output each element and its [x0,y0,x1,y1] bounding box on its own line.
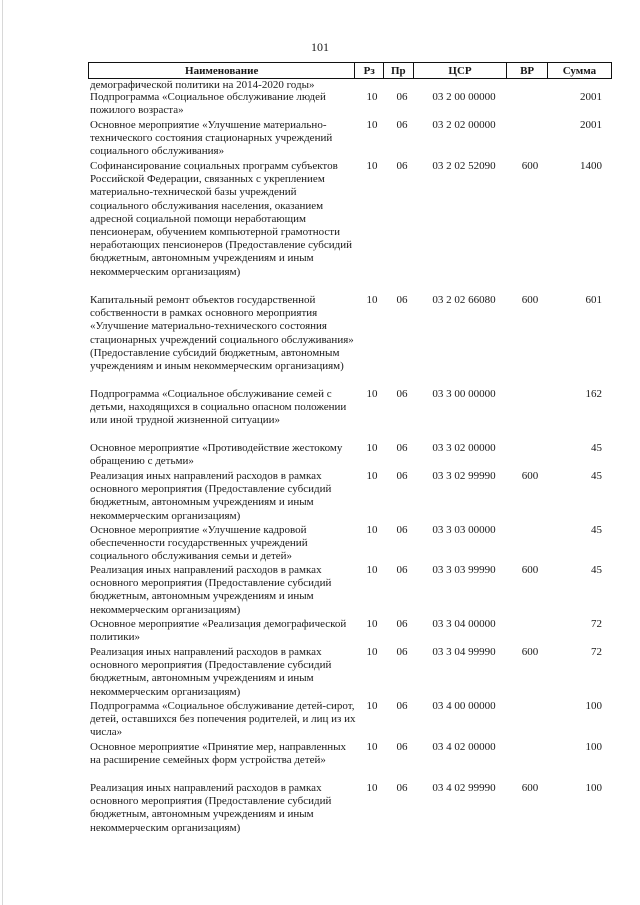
row-rz: 10 [366,782,378,794]
row-csr: 03 3 04 99990 [432,646,496,658]
row-sum: 45 [591,442,602,454]
row-name: Основное мероприятие «Реализация демографической политики» [90,618,347,644]
row-sum: 72 [591,618,602,630]
row-name: Подпрограмма «Социальное обслуживание семей с детьми, находящихся в социально опасном положении или иной трудной жизненной ситуации» [90,388,347,427]
row-pr: 06 [396,442,408,454]
row-rz: 10 [366,741,378,753]
row-csr: 03 3 03 99990 [432,564,496,576]
row-csr: 03 3 04 00000 [432,618,496,630]
row-name: Основное мероприятие «Противодействие жестокому обращению с детьми» [90,442,343,468]
row-pr: 06 [396,700,408,712]
row-pr: 06 [396,618,408,630]
row-rz: 10 [366,388,378,400]
row-sum: 601 [585,294,602,306]
row-rz: 10 [366,564,378,576]
row-pr: 06 [396,524,408,536]
row-sum: 72 [591,646,602,658]
row-sum: 100 [585,700,602,712]
row-rz: 10 [366,160,378,172]
row-rz: 10 [366,442,378,454]
row-sum: 2001 [580,119,602,131]
row-csr: 03 4 02 99990 [432,782,496,794]
row-rz: 10 [366,700,378,712]
row-sum: 100 [585,782,602,794]
row-vr: 600 [521,294,539,306]
row-name: Подпрограмма «Социальное обслуживание людей пожилого возраста» [90,91,326,117]
budget-table [88,62,612,834]
header-name: Наименование [89,63,355,78]
row-rz: 10 [366,119,378,131]
row-name: Софинансирование социальных программ субъектов Российской Федерации, связанных с укреплением материально-технической базы учреждений социального обслуживания населения, оказанием адресной социальной помощи неработающим пенсионерам, обучением компьютерной грамотности неработающих пенсионеров (Предоставление субсидий бюджетным, автономным учреждениям и иным некоммерческим организациям) [90,160,352,278]
row-sum: 45 [591,564,602,576]
row-pr: 06 [396,160,408,172]
row-sum: 162 [585,388,602,400]
row-csr: 03 4 00 00000 [432,700,496,712]
row-csr: 03 3 03 00000 [432,524,496,536]
row-pr: 06 [396,388,408,400]
row-sum: 45 [591,524,602,536]
header-rz: Рз [355,63,384,78]
row-name: Основное мероприятие «Улучшение материально-технического состояния стационарных учреждений социального обслуживания» [90,119,333,158]
row-name: Реализация иных направлений расходов в рамках основного мероприятия (Предоставление субсидий бюджетным, автономным учреждениям и иным некоммерческим организациям) [90,782,332,834]
row-name: Реализация иных направлений расходов в рамках основного мероприятия (Предоставление субсидий бюджетным, автономным учреждениям и иным некоммерческим организациям) [90,470,332,522]
row-name: Реализация иных направлений расходов в рамках основного мероприятия (Предоставление субсидий бюджетным, автономным учреждениям и иным некоммерческим организациям) [90,564,332,616]
row-csr: 03 2 02 66080 [432,294,496,306]
row-name: Подпрограмма «Социальное обслуживание детей-сирот, детей, оставшихся без попечения родителей, и лиц из их числа» [90,700,356,739]
row-rz: 10 [366,91,378,103]
page-number: 101 [311,40,329,54]
row-csr: 03 2 02 52090 [432,160,496,172]
row-pr: 06 [396,91,408,103]
row-sum: 100 [585,741,602,753]
row-pr: 06 [396,119,408,131]
row-rz: 10 [366,646,378,658]
row-csr: 03 3 02 99990 [432,470,496,482]
row-rz: 10 [366,618,378,630]
row-csr: 03 4 02 00000 [432,741,496,753]
row-name: Основное мероприятие «Принятие мер, направленных на расширение семейных форм устройства детей» [90,741,346,767]
row-sum: 45 [591,470,602,482]
continuation-text: демографической политики на 2014-2020 годы» [90,79,315,91]
table-header [88,62,612,79]
row-pr: 06 [396,741,408,753]
row-csr: 03 2 02 00000 [432,119,496,131]
header-sum: Сумма [562,64,597,77]
row-vr: 600 [521,470,539,482]
header-vr: ВР [507,63,547,78]
row-sum: 1400 [580,160,602,172]
row-csr: 03 3 00 00000 [432,388,496,400]
scan-margin-line [2,0,3,905]
row-vr: 600 [521,160,539,172]
row-name: Реализация иных направлений расходов в рамках основного мероприятия (Предоставление субсидий бюджетным, автономным учреждениям и иным некоммерческим организациям) [90,646,332,698]
row-pr: 06 [396,782,408,794]
row-vr: 600 [521,646,539,658]
row-pr: 06 [396,294,408,306]
header-csr: ЦСР [414,63,508,78]
row-vr: 600 [521,782,539,794]
row-vr: 600 [521,564,539,576]
row-pr: 06 [396,564,408,576]
row-csr: 03 2 00 00000 [432,91,496,103]
row-rz: 10 [366,470,378,482]
header-pr: Пр [384,63,414,78]
row-csr: 03 3 02 00000 [432,442,496,454]
row-pr: 06 [396,646,408,658]
row-name: Капитальный ремонт объектов государственной собственности в рамках основного мероприятия «Улучшение материально-технического состояния стационарных учреждений социального обслуживания» (Предоставление субсидий бюджетным, автономным учреждениям и иным некоммерческим организациям) [90,294,354,373]
row-sum: 2001 [580,91,602,103]
row-rz: 10 [366,524,378,536]
row-rz: 10 [366,294,378,306]
row-name: Основное мероприятие «Улучшение кадровой обеспеченности государственных учреждений социального обслуживания семьи и детей» [90,524,308,563]
row-pr: 06 [396,470,408,482]
